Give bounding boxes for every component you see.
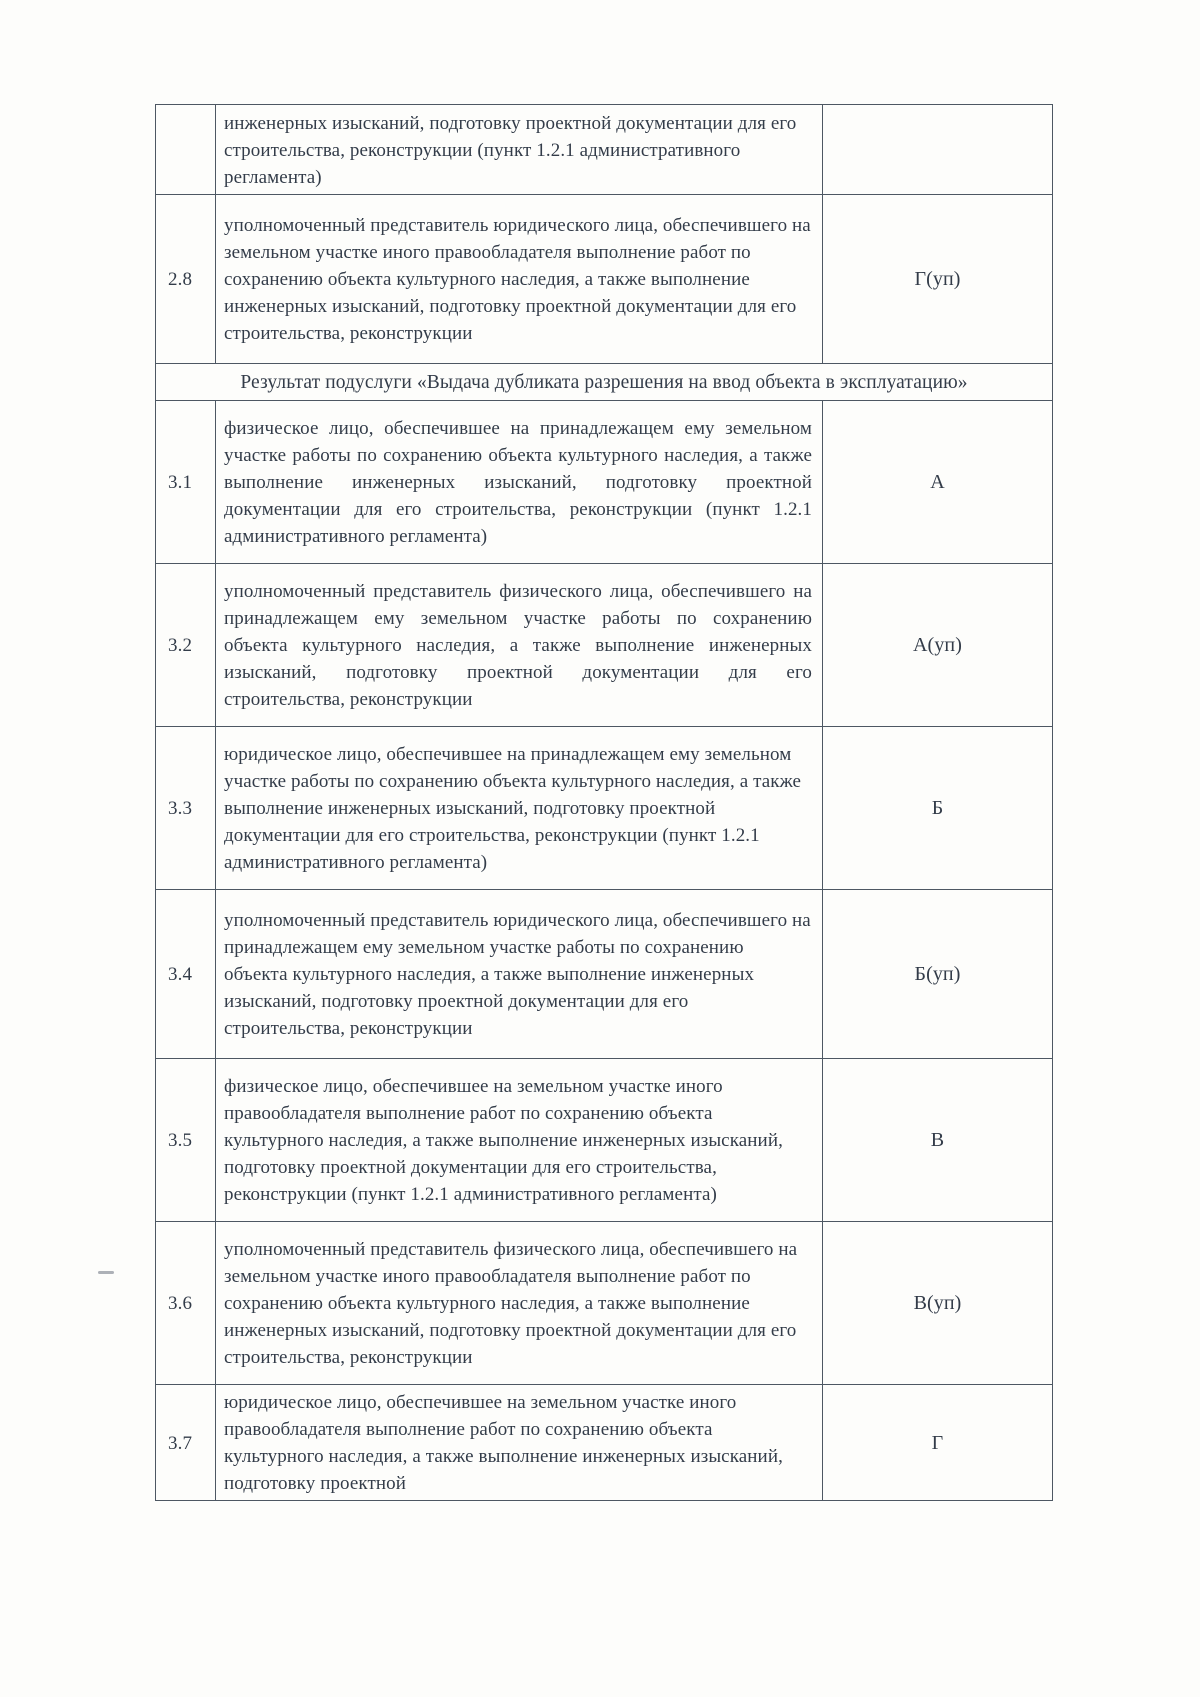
row-number bbox=[156, 105, 216, 195]
section-header: Результат подуслуги «Выдача дубликата разрешения на ввод объекта в эксплуатацию» bbox=[156, 364, 1053, 401]
row-code: Г bbox=[823, 1385, 1053, 1501]
row-code: Б(уп) bbox=[823, 890, 1053, 1059]
row-description: юридическое лицо, обеспечившее на земельном участке иного правообладателя выполнение работ по сохранению объекта культурного наследия, а также выполнение инженерных изысканий, подготовку проектной bbox=[216, 1385, 823, 1501]
row-description: уполномоченный представитель юридического лица, обеспечившего на принадлежащем ему земельном участке работы по сохранению объекта культурного наследия, а также выполнение инженерных изысканий, подготовку проектной документации для его строительства, реконструкции bbox=[216, 890, 823, 1059]
row-description: инженерных изысканий, подготовку проектной документации для его строительства, реконструкции (пункт 1.2.1 административного регламента) bbox=[216, 105, 823, 195]
row-description: уполномоченный представитель юридического лица, обеспечившего на земельном участке иного правообладателя выполнение работ по сохранению объекта культурного наследия, а также выполнение инженерных изысканий, подготовку проектной документации для его строительства, реконструкции bbox=[216, 195, 823, 364]
table-row bbox=[156, 1385, 1053, 1501]
subservice-results-table bbox=[155, 104, 1053, 1501]
section-header-row bbox=[156, 364, 1053, 401]
row-description: физическое лицо, обеспечившее на принадлежащем ему земельном участке работы по сохранению объекта культурного наследия, а также выполнение инженерных изысканий, подготовку проектной документации для его строительства, реконструкции (пункт 1.2.1 административного регламента) bbox=[216, 401, 823, 564]
table-row bbox=[156, 105, 1053, 195]
table-row bbox=[156, 1059, 1053, 1222]
table-row bbox=[156, 890, 1053, 1059]
row-number: 3.3 bbox=[156, 727, 216, 890]
row-number: 2.8 bbox=[156, 195, 216, 364]
row-number: 3.1 bbox=[156, 401, 216, 564]
row-description: физическое лицо, обеспечившее на земельном участке иного правообладателя выполнение работ по сохранению объекта культурного наследия, а также выполнение инженерных изысканий, подготовку проектной документации для его строительства, реконструкции (пункт 1.2.1 административного регламента) bbox=[216, 1059, 823, 1222]
row-description: юридическое лицо, обеспечившее на принадлежащем ему земельном участке работы по сохранению объекта культурного наследия, а также выполнение инженерных изысканий, подготовку проектной документации для его строительства, реконструкции (пункт 1.2.1 административного регламента) bbox=[216, 727, 823, 890]
row-code: А(уп) bbox=[823, 564, 1053, 727]
row-description: уполномоченный представитель физического лица, обеспечившего на земельном участке иного правообладателя выполнение работ по сохранению объекта культурного наследия, а также выполнение инженерных изысканий, подготовку проектной документации для его строительства, реконструкции bbox=[216, 1222, 823, 1385]
row-number: 3.6 bbox=[156, 1222, 216, 1385]
row-code: В bbox=[823, 1059, 1053, 1222]
table-row bbox=[156, 564, 1053, 727]
scan-artifact-dash bbox=[98, 1271, 114, 1274]
row-description: уполномоченный представитель физического лица, обеспечившего на принадлежащем ему земельном участке работы по сохранению объекта культурного наследия, а также выполнение инженерных изысканий, подготовку проектной документации для его строительства, реконструкции bbox=[216, 564, 823, 727]
row-code: В(уп) bbox=[823, 1222, 1053, 1385]
row-number: 3.7 bbox=[156, 1385, 216, 1501]
row-number: 3.2 bbox=[156, 564, 216, 727]
table-row bbox=[156, 401, 1053, 564]
table-row bbox=[156, 195, 1053, 364]
row-number: 3.5 bbox=[156, 1059, 216, 1222]
row-number: 3.4 bbox=[156, 890, 216, 1059]
table-row bbox=[156, 1222, 1053, 1385]
row-code bbox=[823, 105, 1053, 195]
row-code: Б bbox=[823, 727, 1053, 890]
table-row bbox=[156, 727, 1053, 890]
row-code: А bbox=[823, 401, 1053, 564]
row-code: Г(уп) bbox=[823, 195, 1053, 364]
